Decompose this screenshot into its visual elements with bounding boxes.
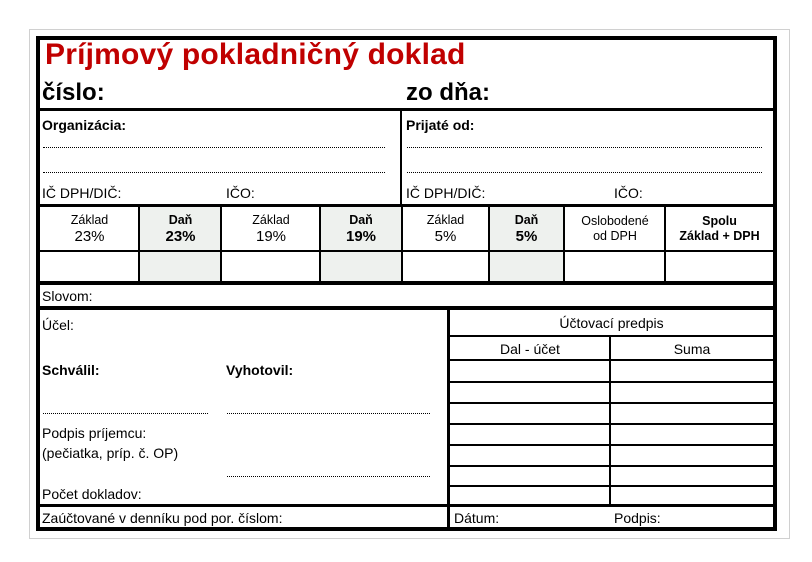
tax-col-sep-5 <box>488 206 490 282</box>
tax-col-top: Daň <box>514 212 539 227</box>
accounting-amount-3[interactable] <box>611 404 773 423</box>
accounting-account-4[interactable] <box>450 425 609 444</box>
tax-col-top: Daň <box>168 212 193 227</box>
tax-col-sep-1 <box>138 206 140 282</box>
approved-label: Schválil: <box>42 362 100 378</box>
number-label: číslo: <box>42 79 105 106</box>
tax-col-top: Daň <box>349 212 373 227</box>
organization-vat-label: IČ DPH/DIČ: <box>42 185 122 201</box>
value-total[interactable] <box>666 252 773 281</box>
received-from-vat-label: IČ DPH/DIČ: <box>406 185 486 201</box>
tax-table-bottom-border <box>36 281 777 285</box>
date-field-label: Dátum: <box>454 510 500 526</box>
tax-col-base-23 <box>40 207 139 251</box>
tax-col-total <box>666 207 773 251</box>
tax-col-top: Oslobodené <box>581 214 649 228</box>
tax-col-bottom: 23% <box>74 227 105 245</box>
received-from-label: Prijaté od: <box>406 117 475 133</box>
tax-col-top: Základ <box>70 212 109 227</box>
tax-col-bottom: 5% <box>434 227 457 245</box>
tax-col-vat-5 <box>489 207 564 251</box>
accounting-account-6[interactable] <box>450 467 609 485</box>
accounting-col-amount-cell <box>611 337 773 361</box>
date-label: zo dňa: <box>406 79 490 106</box>
recipient-signature-label: Podpis príjemcu: <box>42 425 147 441</box>
tax-col-bottom: 23% <box>165 227 196 245</box>
organization-ico-label: IČO: <box>226 185 255 201</box>
accounting-account-7[interactable] <box>450 487 609 505</box>
received-from-line-1[interactable] <box>407 147 762 148</box>
tax-col-base-19 <box>222 207 320 251</box>
signature-field[interactable] <box>668 507 772 527</box>
recipient-signature-note: (pečiatka, príp. č. OP) <box>42 445 179 461</box>
value-vat-19[interactable] <box>320 252 402 281</box>
tax-col-bottom: od DPH <box>593 229 637 243</box>
approved-signature-line[interactable] <box>43 413 208 414</box>
tax-col-bottom: 19% <box>345 227 377 245</box>
parties-divider <box>400 110 402 206</box>
date-field[interactable] <box>507 507 607 527</box>
outer-border-bottom <box>36 527 777 531</box>
accounting-amount-6[interactable] <box>611 467 773 485</box>
organization-line-2[interactable] <box>43 172 385 173</box>
accounting-title: Účtovací predpis <box>559 315 664 331</box>
value-vat-5[interactable] <box>489 252 564 281</box>
tax-col-sep-7 <box>664 206 666 282</box>
tax-col-bottom: Základ + DPH <box>679 229 760 243</box>
tax-col-bottom: 19% <box>255 227 287 245</box>
tax-col-vat-19 <box>320 207 402 251</box>
tax-col-top: Spolu <box>702 214 737 228</box>
in-words-label: Slovom: <box>42 288 93 304</box>
header-divider <box>36 108 777 111</box>
accounting-title-cell <box>450 310 773 336</box>
accounting-account-2[interactable] <box>450 383 609 402</box>
value-vat-23[interactable] <box>140 252 221 281</box>
value-exempt[interactable] <box>565 252 665 281</box>
accounting-amount-1[interactable] <box>611 361 773 381</box>
accounting-col-account-cell <box>450 337 610 361</box>
organization-label: Organizácia: <box>42 117 127 133</box>
tax-col-top: Základ <box>426 212 465 227</box>
accounting-col-account: Dal - účet <box>500 341 560 357</box>
tax-col-sep-4 <box>401 206 403 282</box>
document-title: Príjmový pokladničný doklad <box>45 38 466 71</box>
accounting-col-amount: Suma <box>673 341 711 357</box>
journal-number-field[interactable] <box>315 507 445 527</box>
signature-label: Podpis: <box>614 510 661 526</box>
tax-col-base-5 <box>402 207 489 251</box>
accounting-account-3[interactable] <box>450 404 609 423</box>
tax-col-bottom: 5% <box>515 227 538 245</box>
tax-col-top: Základ <box>252 212 290 227</box>
received-from-line-2[interactable] <box>407 172 762 173</box>
tax-col-sep-3 <box>319 206 321 282</box>
value-base-19[interactable] <box>222 252 320 281</box>
tax-col-exempt <box>565 207 665 251</box>
document-count-label: Počet dokladov: <box>42 486 142 502</box>
tax-col-sep-6 <box>563 206 565 282</box>
accounting-account-5[interactable] <box>450 446 609 465</box>
organization-line-1[interactable] <box>43 147 385 148</box>
prepared-signature-line[interactable] <box>227 413 430 414</box>
accounting-account-1[interactable] <box>450 361 609 381</box>
in-words-field[interactable] <box>105 286 771 306</box>
tax-col-vat-23 <box>140 207 221 251</box>
journal-label: Zaúčtované v denníku pod por. číslom: <box>42 510 283 526</box>
accounting-amount-5[interactable] <box>611 446 773 465</box>
value-base-23[interactable] <box>40 252 139 281</box>
received-from-ico-label: IČO: <box>614 185 643 201</box>
accounting-amount-7[interactable] <box>611 487 773 505</box>
recipient-signature-line[interactable] <box>227 476 430 477</box>
accounting-amount-4[interactable] <box>611 425 773 444</box>
value-base-5[interactable] <box>402 252 489 281</box>
purpose-label: Účel: <box>42 317 74 333</box>
tax-col-sep-2 <box>220 206 222 282</box>
accounting-amount-2[interactable] <box>611 383 773 402</box>
prepared-label: Vyhotovil: <box>226 362 294 378</box>
